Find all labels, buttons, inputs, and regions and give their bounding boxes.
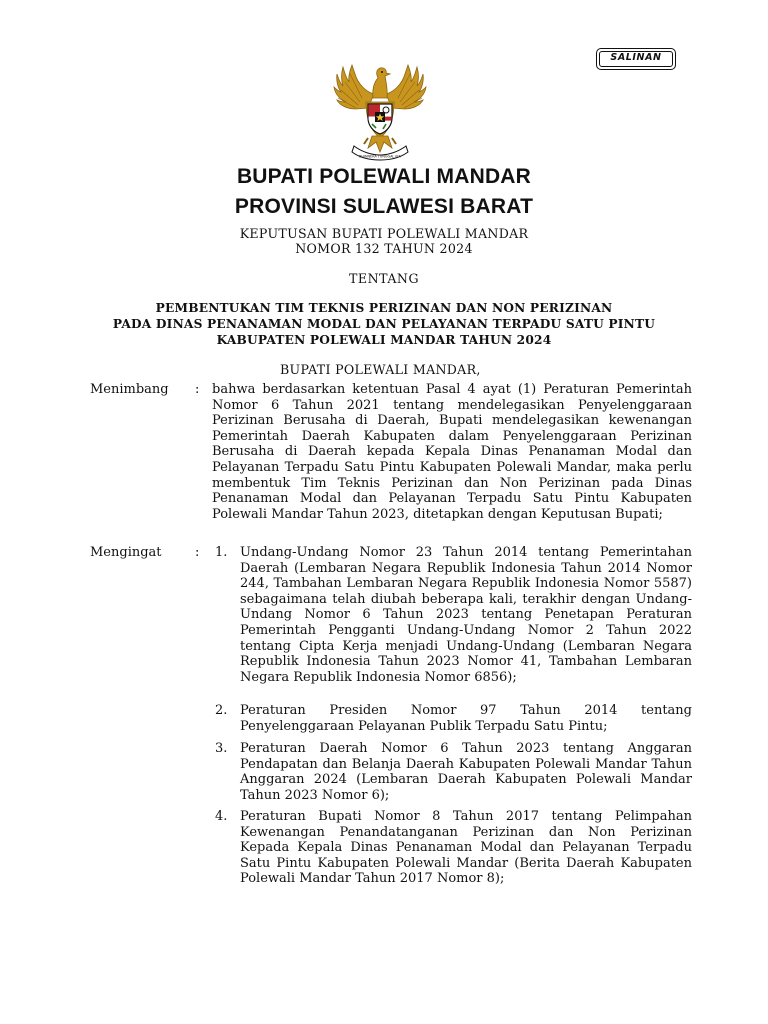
about-heading: TENTANG (349, 271, 419, 286)
mengingat-item-3-number: 3. (215, 741, 228, 756)
salinan-stamp (596, 48, 676, 70)
emblem-motto: BHINNEKA TUNGGAL IKA (359, 154, 401, 159)
province-title: PROVINSI SULAWESI BARAT (234, 195, 534, 218)
subject-line-3: KABUPATEN POLEWALI MANDAR TAHUN 2024 (216, 333, 552, 347)
menimbang-label: Menimbang (90, 382, 169, 397)
mengingat-item-3-text: Peraturan Daerah Nomor 6 Tahun 2023 tentang Anggaran Pendapatan dan Belanja Daerah Kabupaten Polewali Mandar Tahun Anggaran 2024 (Lembaran Daerah Kabupaten Polewali Mandar Tahun 2023 Nomor 6); (240, 741, 692, 803)
salinan-label: SALINAN (610, 52, 662, 63)
subject-line-2: PADA DINAS PENANAMAN MODAL DAN PELAYANAN TERPADU SATU PINTU (112, 317, 656, 331)
mengingat-colon: : (195, 545, 200, 560)
menimbang-colon: : (195, 382, 200, 397)
decree-type: KEPUTUSAN BUPATI POLEWALI MANDAR (239, 226, 529, 241)
decree-number: NOMOR 132 TAHUN 2024 (295, 241, 473, 256)
mengingat-item-2-number: 2. (215, 703, 228, 718)
mengingat-item-4-number: 4. (215, 809, 228, 824)
mengingat-item-4-text: Peraturan Bupati Nomor 8 Tahun 2017 tentang Pelimpahan Kewenangan Penandatanganan Perizinan dan Non Perizinan Kepada Kepala Dinas Penanaman Modal dan Pelayanan Terpadu Satu Pintu Kabupaten Polewali Mandar (Berita Daerah Kabupaten Polewali Mandar Tahun 2017 Nomor 8); (240, 809, 692, 887)
menimbang-text: bahwa berdasarkan ketentuan Pasal 4 ayat (1) Peraturan Pemerintah Nomor 6 Tahun 2021 tentang mendelegasikan Penyelenggaraan Perizinan Berusaha di Daerah, Bupati mendelegasikan kewenangan Pemerintah Daerah Kabupaten dalam Penyelenggaraan Perizinan Berusaha di Daerah kepada Kepala Dinas Penanaman Modal dan Pelayanan Terpadu Satu Pintu Kabupaten Polewali Mandar, maka perlu membentuk Tim Teknis Perizinan dan Non Perizinan pada Dinas Penanaman Modal dan Pelayanan Terpadu Satu Pintu Kabupaten Polewali Mandar Tahun 2023, ditetapkan dengan Keputusan Bupati; (212, 382, 692, 522)
mengingat-item-1-text: Undang-Undang Nomor 23 Tahun 2014 tentang Pemerintahan Daerah (Lembaran Negara Republik Indonesia Tahun 2014 Nomor 244, Tambahan Lembaran Negara Republik Indonesia Nomor 5587) sebagaimana telah diubah beberapa kali, terakhir dengan Undang-Undang Nomor 6 Tahun 2023 tentang Penetapan Peraturan Pemerintah Pengganti Undang-Undang Nomor 2 Tahun 2022 tentang Cipta Kerja menjadi Undang-Undang (Lembaran Negara Republik Indonesia Tahun 2023 Nomor 41, Tambahan Lembaran Negara Republik Indonesia Nomor 6856); (240, 545, 692, 685)
garuda-pancasila-emblem-icon (328, 62, 432, 162)
mengingat-label: Mengingat (90, 545, 162, 560)
issuer-line: BUPATI POLEWALI MANDAR, (280, 362, 481, 377)
mengingat-item-1-number: 1. (215, 545, 228, 560)
mengingat-item-2-text: Peraturan Presiden Nomor 97 Tahun 2014 tentang Penyelenggaraan Pelayanan Publik Terpadu Satu Pintu; (240, 703, 692, 734)
subject-line-1: PEMBENTUKAN TIM TEKNIS PERIZINAN DAN NON PERIZINAN (155, 301, 613, 315)
authority-title: BUPATI POLEWALI MANDAR (236, 165, 532, 188)
